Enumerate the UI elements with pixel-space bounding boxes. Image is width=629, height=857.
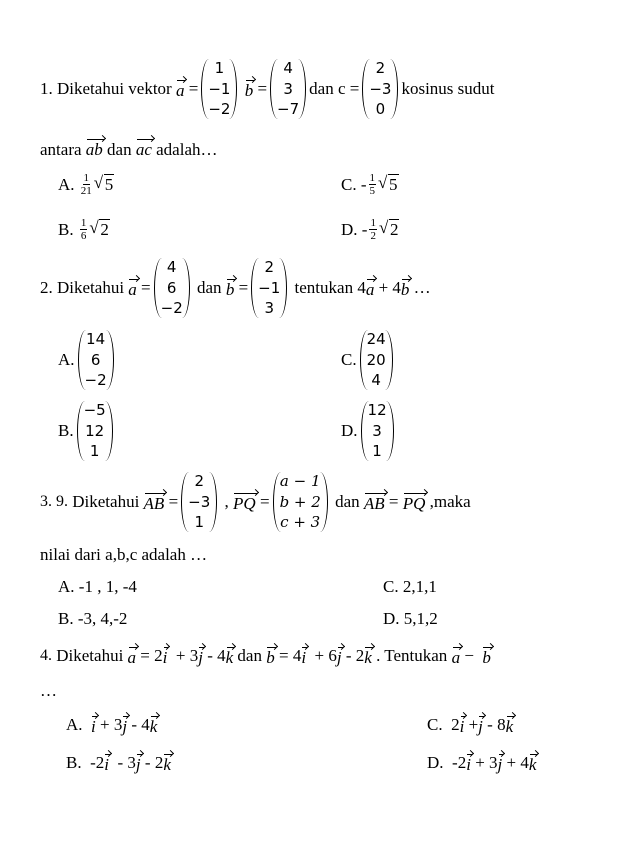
q1-text-start: Diketahui vektor <box>57 79 172 98</box>
q3-option-b[interactable]: B. -3, 4,-2 <box>58 609 128 628</box>
q1-vector-b: 4 3 −7 <box>270 59 306 119</box>
q4-ellipsis: … <box>40 681 57 700</box>
q2-option-c[interactable]: C. 24 20 4 <box>341 330 396 390</box>
q1-number: 1. <box>40 79 53 98</box>
vector-ab: ab <box>86 136 103 160</box>
q4-line1: 4. Diketahui a = 2 i + 3 j - 4 k dan b = 4 i + 6 j - 2 k . Tentukan a − b <box>40 646 491 667</box>
q1-option-d[interactable]: D. - $\frac{1}{2}$ √ 2 <box>341 217 399 242</box>
q2-option-d-vector: 12 3 1 <box>361 401 394 461</box>
q2-option-a[interactable]: A. 14 6 −2 <box>58 330 117 390</box>
q1-option-b[interactable]: B. $\frac{1}{6}$ √ 2 <box>58 217 109 242</box>
q2-option-b[interactable]: B. −5 12 1 <box>58 401 116 461</box>
q1-vector-c: 2 −3 0 <box>362 59 398 119</box>
q1-dan-c: dan c = <box>309 79 360 98</box>
q1-option-c[interactable]: C. - $\frac{1}{5}$ √ 5 <box>341 172 398 197</box>
q4-option-a[interactable]: A. i + 3 j - 4 k <box>66 715 158 736</box>
q1-line2: antara ab dan ac adalah… <box>40 136 217 160</box>
q3-vector-ab: 2 −3 1 <box>181 472 217 532</box>
q3-option-d[interactable]: D. 5,1,2 <box>383 609 438 628</box>
q2-vector-a: 4 6 −2 <box>154 258 190 318</box>
q4-option-c[interactable]: C. 2 i + j - 8 k <box>427 715 514 736</box>
q3-vector-pq: a − 1 b + 2 c + 3 <box>273 472 328 532</box>
q1-line1: 1. Diketahui vektor a = 1 −1 −2 b = 4 3 −7 dan c = 2 −3 0 kosinus sudut <box>40 59 495 118</box>
q2-option-d[interactable]: D. 12 3 1 <box>341 401 397 461</box>
q1-option-a[interactable]: A. $\frac{1}{21}$ √ 5 <box>58 172 114 197</box>
q2-option-c-vector: 24 20 4 <box>360 330 393 390</box>
vector-ac: ac <box>136 136 152 160</box>
q4-option-b[interactable]: B. -2 i - 3 j - 2 k <box>66 753 171 774</box>
q2-vector-b: 2 −1 3 <box>251 258 287 318</box>
q1-text-end: kosinus sudut <box>401 79 495 98</box>
q3-option-c[interactable]: C. 2,1,1 <box>383 577 437 596</box>
q2-option-b-vector: −5 12 1 <box>77 401 113 461</box>
q1-vector-a: 1 −1 −2 <box>201 59 237 119</box>
q3-line1: 3. 9. Diketahui AB = 2 −3 1 , PQ = a − 1 b + 2 c + 3 dan AB = PQ ,maka <box>40 472 471 531</box>
q2-option-a-vector: 14 6 −2 <box>78 330 114 390</box>
q3-line2: nilai dari a,b,c adalah … <box>40 545 208 564</box>
q4-option-d[interactable]: D. -2 i + 3 j + 4 k <box>427 753 537 774</box>
q2-line1: 2. Diketahui a = 4 6 −2 dan b = 2 −1 3 tentukan 4 a + 4 b … <box>40 258 431 317</box>
q3-option-a[interactable]: A. -1 , 1, -4 <box>58 577 137 596</box>
